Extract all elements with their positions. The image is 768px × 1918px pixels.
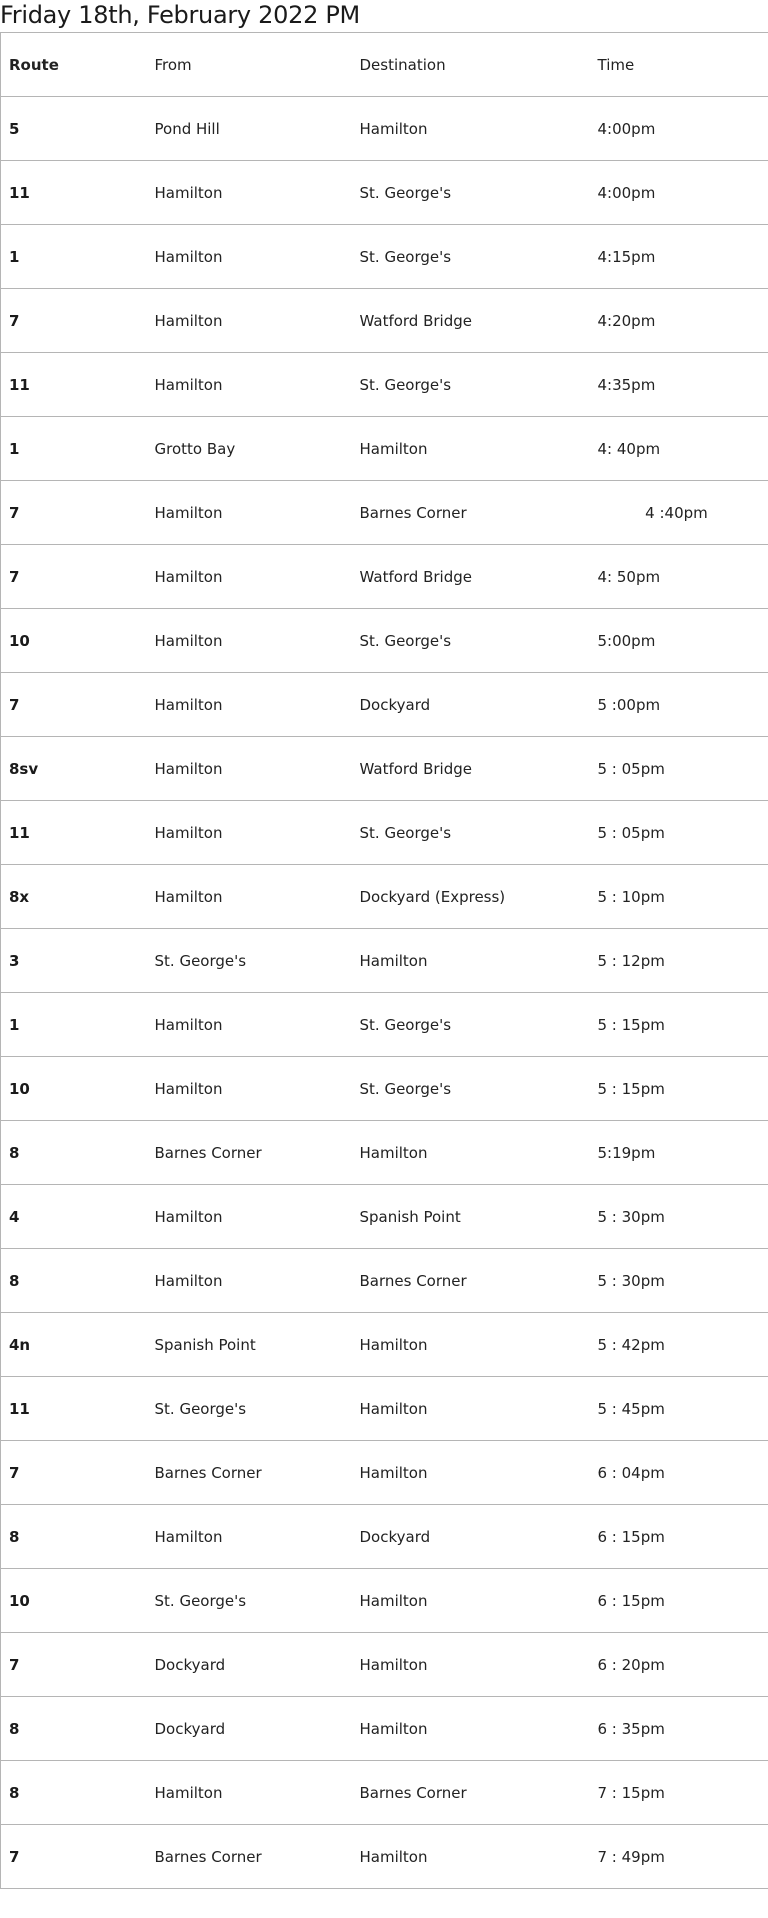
table-header: [1, 33, 768, 97]
from-cell: Pond Hill: [147, 97, 352, 161]
table-row: [1, 1505, 768, 1569]
destination-cell: Hamilton: [352, 929, 590, 993]
from-cell: Hamilton: [147, 1249, 352, 1313]
destination-cell: Barnes Corner: [352, 1249, 590, 1313]
route-cell: 3: [1, 929, 147, 993]
destination-cell: Barnes Corner: [352, 481, 590, 545]
from-cell: Hamilton: [147, 225, 352, 289]
time-cell: 6 : 20pm: [590, 1633, 768, 1697]
time-cell: 7 : 49pm: [590, 1825, 768, 1889]
header-row: [1, 33, 768, 97]
destination-cell: Hamilton: [352, 97, 590, 161]
time-cell: 5 : 42pm: [590, 1313, 768, 1377]
route-cell: 8: [1, 1697, 147, 1761]
table-row: [1, 1121, 768, 1185]
from-cell: Barnes Corner: [147, 1121, 352, 1185]
route-cell: 8: [1, 1249, 147, 1313]
time-cell: 6 : 15pm: [590, 1569, 768, 1633]
route-cell: 11: [1, 1377, 147, 1441]
page-title: Friday 18th, February 2022 PM: [0, 1, 360, 29]
table-row: [1, 353, 768, 417]
table-row: [1, 1633, 768, 1697]
destination-cell: Hamilton: [352, 1569, 590, 1633]
from-cell: Hamilton: [147, 161, 352, 225]
column-header-route: Route: [1, 33, 147, 97]
time-cell: 4:20pm: [590, 289, 768, 353]
table-row: [1, 1377, 768, 1441]
route-cell: 8sv: [1, 737, 147, 801]
destination-cell: Barnes Corner: [352, 1761, 590, 1825]
destination-cell: Dockyard: [352, 1505, 590, 1569]
table-row: [1, 417, 768, 481]
destination-cell: St. George's: [352, 801, 590, 865]
destination-cell: St. George's: [352, 993, 590, 1057]
from-cell: Hamilton: [147, 609, 352, 673]
time-cell: 4:00pm: [590, 161, 768, 225]
destination-cell: Watford Bridge: [352, 737, 590, 801]
time-cell: 4: 40pm: [590, 417, 768, 481]
table-row: [1, 673, 768, 737]
time-cell: 7 : 15pm: [590, 1761, 768, 1825]
time-cell: 5 : 15pm: [590, 1057, 768, 1121]
destination-cell: Hamilton: [352, 1121, 590, 1185]
from-cell: St. George's: [147, 1377, 352, 1441]
from-cell: Grotto Bay: [147, 417, 352, 481]
from-cell: Hamilton: [147, 289, 352, 353]
route-cell: 7: [1, 1825, 147, 1889]
time-cell: 4:15pm: [590, 225, 768, 289]
time-cell: 5 : 15pm: [590, 993, 768, 1057]
time-cell: 4: 50pm: [590, 545, 768, 609]
from-cell: Hamilton: [147, 1761, 352, 1825]
from-cell: Hamilton: [147, 673, 352, 737]
table-row: [1, 161, 768, 225]
destination-cell: Watford Bridge: [352, 289, 590, 353]
time-cell: 5 : 05pm: [590, 737, 768, 801]
table-row: [1, 97, 768, 161]
route-cell: 10: [1, 1569, 147, 1633]
table-row: [1, 1185, 768, 1249]
table-row: [1, 737, 768, 801]
from-cell: Dockyard: [147, 1633, 352, 1697]
time-cell: 5 :00pm: [590, 673, 768, 737]
destination-cell: St. George's: [352, 225, 590, 289]
from-cell: Hamilton: [147, 1185, 352, 1249]
table-row: [1, 1057, 768, 1121]
bus-schedule-table: [0, 32, 768, 1889]
destination-cell: St. George's: [352, 609, 590, 673]
from-cell: St. George's: [147, 929, 352, 993]
destination-cell: Spanish Point: [352, 1185, 590, 1249]
from-cell: Dockyard: [147, 1697, 352, 1761]
from-cell: Hamilton: [147, 1057, 352, 1121]
route-cell: 11: [1, 161, 147, 225]
route-cell: 7: [1, 673, 147, 737]
destination-cell: Dockyard: [352, 673, 590, 737]
time-cell: 6 : 35pm: [590, 1697, 768, 1761]
destination-cell: Hamilton: [352, 1825, 590, 1889]
table-row: [1, 1313, 768, 1377]
destination-cell: Hamilton: [352, 417, 590, 481]
from-cell: Hamilton: [147, 801, 352, 865]
table-row: [1, 1825, 768, 1889]
destination-cell: Hamilton: [352, 1377, 590, 1441]
destination-cell: St. George's: [352, 1057, 590, 1121]
table-row: [1, 929, 768, 993]
route-cell: 1: [1, 993, 147, 1057]
from-cell: Spanish Point: [147, 1313, 352, 1377]
destination-cell: Hamilton: [352, 1313, 590, 1377]
route-cell: 8x: [1, 865, 147, 929]
destination-cell: Hamilton: [352, 1441, 590, 1505]
time-cell: 4:00pm: [590, 97, 768, 161]
table-row: [1, 865, 768, 929]
destination-cell: Hamilton: [352, 1633, 590, 1697]
column-header-destination: Destination: [352, 33, 590, 97]
table-row: [1, 289, 768, 353]
column-header-from: From: [147, 33, 352, 97]
table-row: [1, 801, 768, 865]
table-row: [1, 609, 768, 673]
time-cell: 5 : 05pm: [590, 801, 768, 865]
time-cell: 5:00pm: [590, 609, 768, 673]
time-cell: 6 : 04pm: [590, 1441, 768, 1505]
from-cell: Hamilton: [147, 865, 352, 929]
time-cell: 6 : 15pm: [590, 1505, 768, 1569]
route-cell: 10: [1, 1057, 147, 1121]
from-cell: Hamilton: [147, 353, 352, 417]
destination-cell: Dockyard (Express): [352, 865, 590, 929]
column-header-time: Time: [590, 33, 768, 97]
from-cell: Hamilton: [147, 737, 352, 801]
destination-cell: Watford Bridge: [352, 545, 590, 609]
route-cell: 10: [1, 609, 147, 673]
time-cell: 5:19pm: [590, 1121, 768, 1185]
from-cell: Barnes Corner: [147, 1825, 352, 1889]
from-cell: Hamilton: [147, 481, 352, 545]
destination-cell: St. George's: [352, 353, 590, 417]
destination-cell: Hamilton: [352, 1697, 590, 1761]
time-cell: 5 : 30pm: [590, 1185, 768, 1249]
route-cell: 4: [1, 1185, 147, 1249]
time-cell: 4 :40pm: [590, 481, 768, 545]
time-cell: 5 : 10pm: [590, 865, 768, 929]
route-cell: 11: [1, 353, 147, 417]
table-row: [1, 1761, 768, 1825]
route-cell: 5: [1, 97, 147, 161]
route-cell: 1: [1, 225, 147, 289]
table-row: [1, 545, 768, 609]
route-cell: 11: [1, 801, 147, 865]
route-cell: 7: [1, 545, 147, 609]
route-cell: 8: [1, 1761, 147, 1825]
route-cell: 7: [1, 289, 147, 353]
table-row: [1, 1697, 768, 1761]
table-row: [1, 1441, 768, 1505]
from-cell: Hamilton: [147, 545, 352, 609]
time-cell: 5 : 45pm: [590, 1377, 768, 1441]
route-cell: 4n: [1, 1313, 147, 1377]
table-row: [1, 225, 768, 289]
from-cell: Barnes Corner: [147, 1441, 352, 1505]
route-cell: 8: [1, 1121, 147, 1185]
table-body: [1, 97, 768, 1889]
route-cell: 7: [1, 1633, 147, 1697]
table-row: [1, 1569, 768, 1633]
route-cell: 7: [1, 1441, 147, 1505]
time-cell: 5 : 12pm: [590, 929, 768, 993]
destination-cell: St. George's: [352, 161, 590, 225]
time-cell: 4:35pm: [590, 353, 768, 417]
from-cell: St. George's: [147, 1569, 352, 1633]
route-cell: 1: [1, 417, 147, 481]
from-cell: Hamilton: [147, 993, 352, 1057]
route-cell: 8: [1, 1505, 147, 1569]
table-row: [1, 481, 768, 545]
route-cell: 7: [1, 481, 147, 545]
time-cell: 5 : 30pm: [590, 1249, 768, 1313]
table-row: [1, 1249, 768, 1313]
from-cell: Hamilton: [147, 1505, 352, 1569]
table-row: [1, 993, 768, 1057]
